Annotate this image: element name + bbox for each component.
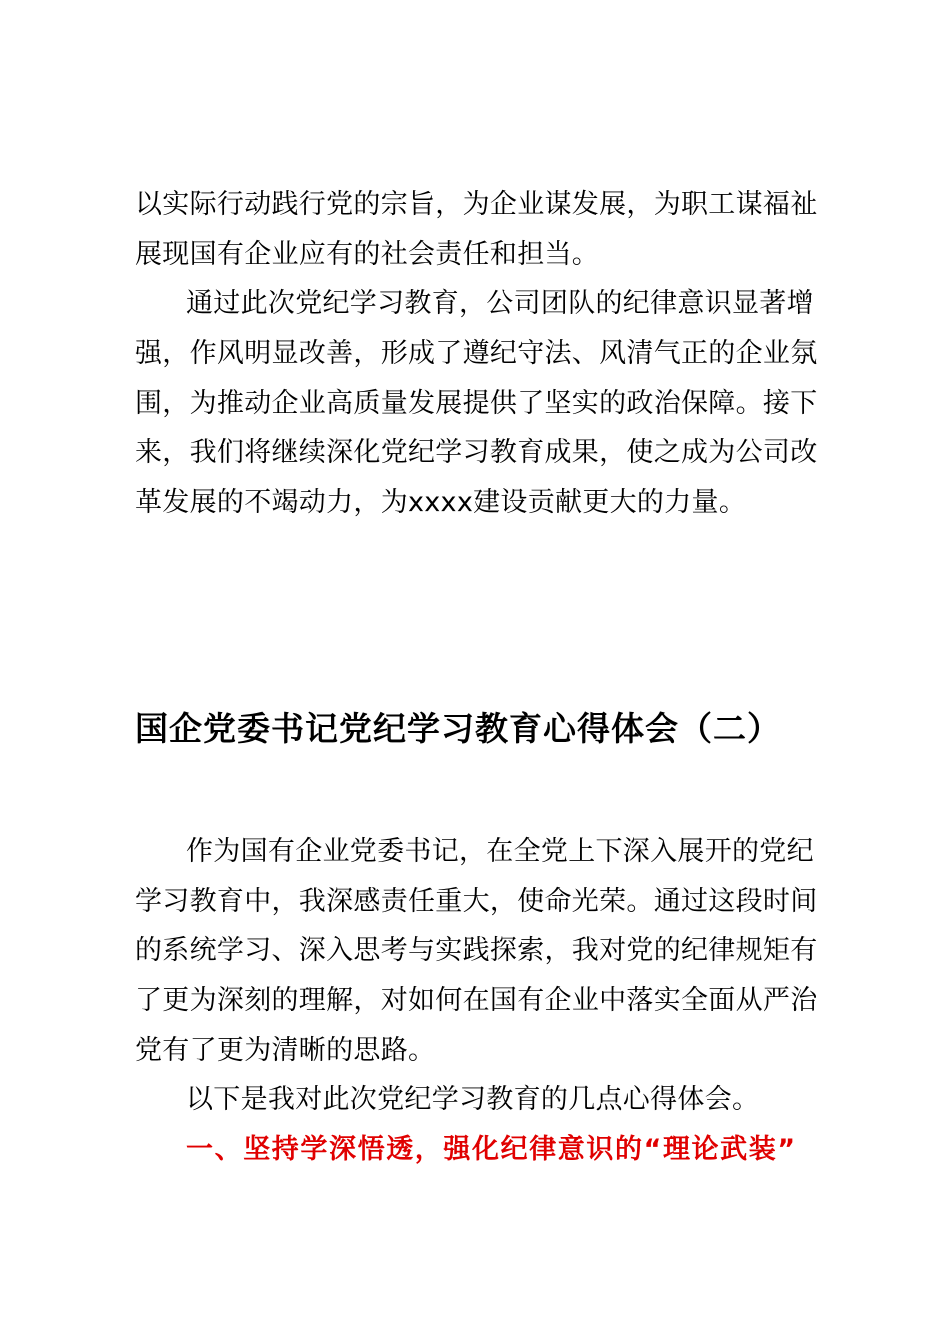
paragraph-line: 革发展的不竭动力，为xxxx建设贡献更大的力量。 bbox=[135, 487, 747, 518]
paragraph-line: 强，作风明显改善，形成了遵纪守法、风清气正的企业氛 bbox=[135, 338, 818, 369]
paragraph-line: 围，为推动企业高质量发展提供了坚实的政治保障。接下 bbox=[135, 388, 818, 419]
paragraph-line: 作为国有企业党委书记，在全党上下深入展开的党纪 bbox=[186, 836, 814, 867]
paragraph-line: 党有了更为清晰的思路。 bbox=[135, 1035, 436, 1066]
paragraph-line: 以实际行动践行党的宗旨，为企业谋发展，为职工谋福祉 bbox=[135, 189, 818, 220]
paragraph-line: 通过此次党纪学习教育，公司团队的纪律意识显著增 bbox=[186, 288, 814, 319]
paragraph-line: 以下是我对此次党纪学习教育的几点心得体会。 bbox=[186, 1084, 760, 1115]
article-title: 国企党委书记党纪学习教育心得体会（二） bbox=[135, 709, 781, 748]
paragraph-line: 的系统学习、深入思考与实践探索，我对党的纪律规矩有 bbox=[135, 935, 818, 966]
paragraph-line: 展现国有企业应有的社会责任和担当。 bbox=[135, 239, 600, 270]
paragraph-line: 学习教育中，我深感责任重大，使命光荣。通过这段时间 bbox=[135, 886, 818, 917]
paragraph-line: 来，我们将继续深化党纪学习教育成果，使之成为公司改 bbox=[135, 437, 818, 468]
section-subheading: 一、坚持学深悟透，强化纪律意识的“理论武装” bbox=[186, 1134, 797, 1165]
paragraph-line: 了更为深刻的理解，对如何在国有企业中落实全面从严治 bbox=[135, 985, 818, 1016]
